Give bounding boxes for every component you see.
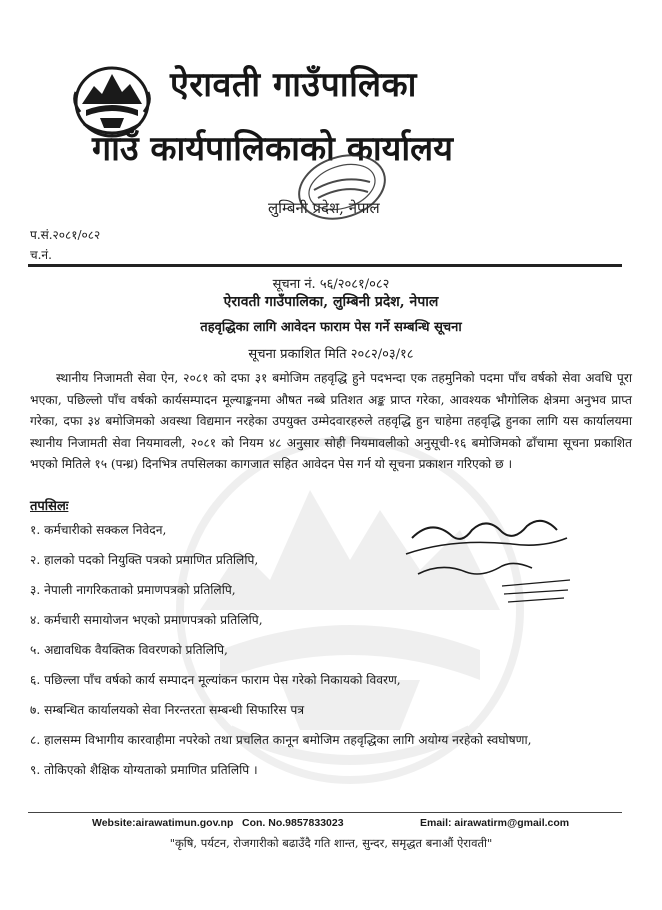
footer-email: Email: airawatirm@gmail.com — [420, 817, 570, 829]
org-title: ऐरावती गाउँपालिका — [170, 65, 417, 105]
list-item: ८. हालसम्म विभागीय कारवाहीमा नपरेको तथा प्रचलित कानून बमोजिम तहवृद्धिका लागि अयोग्य नरहेको स्वघोषणा, — [30, 733, 532, 747]
province-line: लुम्बिनी प्रदेश, नेपाल — [268, 199, 380, 217]
office-title: गाउँ कार्यपालिकाको कार्यालय — [92, 129, 453, 169]
footer-website: Website:airawatimun.gov.np — [92, 817, 234, 829]
reference-number: प.सं.२०८१/०८२ — [30, 228, 101, 242]
details-heading: तपसिलः — [30, 499, 69, 514]
dispatch-number: च.नं. — [30, 248, 52, 262]
list-item: ५. अद्यावधिक वैयक्तिक विवरणको प्रतिलिपि, — [30, 643, 228, 657]
notice-subject: तहवृद्धिका लागि आवेदन फाराम पेस गर्ने सम्बन्धि सूचना — [200, 320, 462, 335]
list-item: ९. तोकिएको शैक्षिक योग्यताको प्रमाणित प्रतिलिपि । — [30, 763, 258, 777]
notice-number: सूचना नं. ५६/२०८१/०८२ — [272, 277, 390, 292]
list-item: २. हालको पदको नियुक्ति पत्रको प्रमाणित प्रतिलिपि, — [30, 553, 259, 567]
office-seal-stamp — [292, 150, 392, 224]
header-divider — [28, 264, 622, 267]
list-item: ६. पछिल्ला पाँच वर्षको कार्य सम्पादन मूल्यांकन फाराम पेस गरेको निकायको विवरण, — [30, 673, 401, 687]
list-item: १. कर्मचारीको सक्कल निवेदन, — [30, 523, 167, 537]
list-item: ७. सम्बन्धित कार्यालयको सेवा निरन्तरता सम्बन्धी सिफारिस पत्र — [30, 703, 305, 717]
handwritten-signature — [392, 508, 582, 608]
footer-divider — [28, 812, 622, 813]
footer-contact: Con. No.9857833023 — [242, 817, 344, 829]
list-item: ३. नेपाली नागरिकताको प्रमाणपत्रको प्रतिलिपि, — [30, 583, 236, 597]
footer-tagline: "कृषि, पर्यटन, रोजगारीको बढाउँदै गति शान्त, सुन्दर, समृद्धत बनाऔं ऐरावती" — [169, 836, 493, 850]
list-item: ४. कर्मचारी समायोजन भएको प्रमाणपत्रको प्रतिलिपि, — [30, 613, 263, 627]
notice-body: स्थानीय निजामती सेवा ऐन, २०८१ को दफा ३१ बमोजिम तहवृद्धि हुने पदभन्दा एक तहमुनिको पदमा पाँच वर्षको सेवा अवधि पूरा भएका, पछिल्लो पाँच वर्षको कार्यसम्पादन मूल्याङ्कनमा औषत नब्बे प्रतिशत अङ्क प्राप्त गरेका, आवश्यक भौगोलिक क्षेत्रमा अनुभव प्राप्त गरेका, दफा ३४ बमोजिमको अवस्था विद्यमान नरहेका उपयुक्त उम्मेदवारहरुले तहवृद्धि हुन चाहेमा तहवृद्धि हुनका लागि यस कार्यालयमा स्थानीय निजामती सेवा नियमावली, २०८१ को नियम ४८ अनुसार सोही नियमावलीको अनुसूची-१६ बमोजिमको ढाँचामा सूचना प्रकाशित भएको मितिले १५ (पन्ध्र) दिनभित्र तपसिलका कागजात सहित आवेदन पेस गर्न यो सूचना प्रकाशन गरिएको छ । — [30, 371, 632, 471]
notice-org-line: ऐरावती गाउँपालिका, लुम्बिनी प्रदेश, नेपाल — [223, 294, 439, 310]
notice-published-date: सूचना प्रकाशित मिति २०८२/०३/१८ — [248, 347, 414, 362]
